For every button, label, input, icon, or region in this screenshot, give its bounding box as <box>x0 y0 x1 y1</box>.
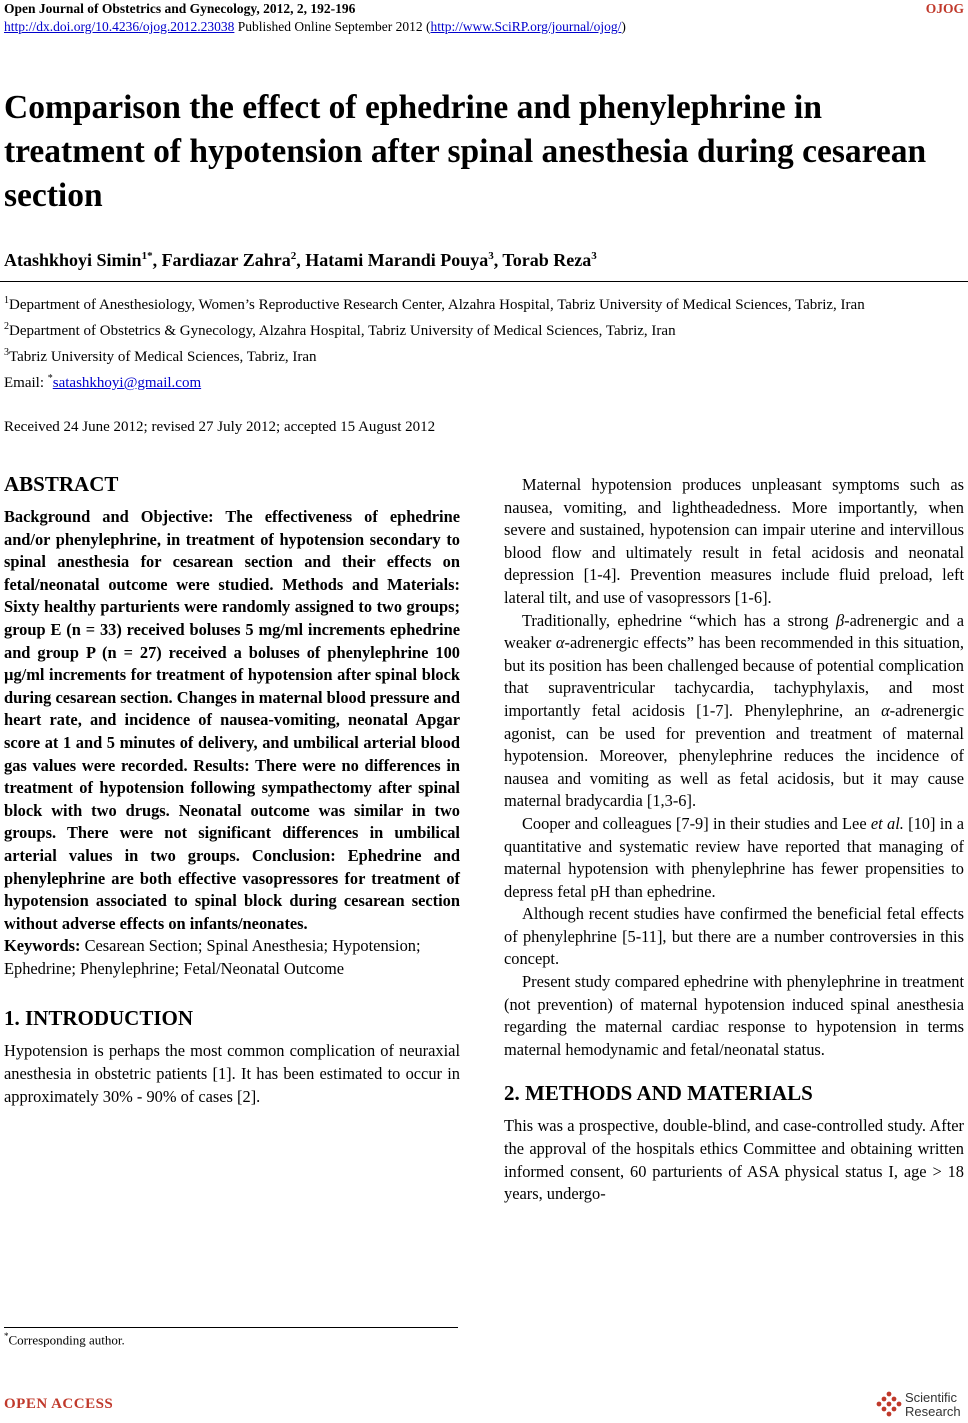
abstract-heading: ABSTRACT <box>4 472 119 496</box>
body-paragraph <box>504 813 964 903</box>
email-mark: * <box>47 373 53 384</box>
header-divider <box>0 281 968 282</box>
open-access-label: OPEN ACCESS <box>4 1396 114 1412</box>
text-run: -adrenergic agonist, can be used for prevention and treatment of maternal hypotension. Moreover, phenylephrine reduces the incidence of nausea and vomiting as well as fetal acidosis, but it may cause maternal bradycardia [1,3-6]. <box>504 700 964 811</box>
footnote-text: Corresponding author. <box>8 1332 125 1348</box>
author-name: , Fardiazar Zahra <box>152 250 291 270</box>
author-list <box>4 250 597 271</box>
affiliation-text: Tabriz University of Medical Sciences, Tabriz, Iran <box>9 349 317 365</box>
author-name: , Hatami Marandi Pouya <box>296 250 489 270</box>
body-paragraph <box>504 610 964 813</box>
left-column <box>4 470 460 1108</box>
journal-link[interactable]: http://www.SciRP.org/journal/ojog/ <box>430 19 622 34</box>
greek-symbol: β <box>835 610 845 630</box>
affiliation-text: Department of Obstetrics & Gynecology, Alzahra Hospital, Tabriz University of Medical Sciences, Tabriz, Iran <box>9 323 676 339</box>
body-paragraph: Although recent studies have confirmed the beneficial fetal effects of phenylephrine [5-11], but there are a number controversies in this concept. <box>504 904 964 969</box>
received-dates: Received 24 June 2012; revised 27 July 2012; accepted 15 August 2012 <box>4 419 436 435</box>
affiliation-1 <box>4 290 964 316</box>
affiliation-number: 3 <box>4 347 9 358</box>
text-run: -adrenergic effects” has been recommended in this situation, but its position has been challenged because of potential complication that supraventricular tachycardia, tachyphylaxis, and most importantly fetal acidosis [1-7]. Phenylephrine, an <box>504 633 965 720</box>
right-column <box>504 474 964 1206</box>
affiliation-text: Department of Anesthesiology, Women’s Reproductive Research Center, Alzahra Hospital, Tabriz University of Medical Sciences, Tabriz, Iran <box>9 297 865 313</box>
greek-symbol: α <box>881 700 890 720</box>
author-affil-mark: 3 <box>591 250 597 262</box>
footnote-divider <box>4 1327 458 1328</box>
published-close: ) <box>621 19 626 34</box>
text-run: Cooper and colleagues [7-9] in their studies and Lee <box>522 813 871 833</box>
paper-title: Comparison the effect of ephedrine and phenylephrine in treatment of hypotension after spinal anesthesia during cesarean section <box>4 89 927 214</box>
et-al: et al. <box>870 813 904 833</box>
body-paragraph: Present study compared ephedrine with phenylephrine in treatment (not prevention) of maternal hypotension induced spinal anesthesia regarding the maternal cardiac response to hypotension in terms maternal hemodynamic and fetal/neonatal status. <box>504 972 964 1059</box>
affiliation-3 <box>4 342 964 368</box>
publisher-name <box>905 1391 961 1419</box>
footnote-mark: * <box>4 1331 9 1341</box>
author-affil-mark: 2 <box>290 250 297 262</box>
keywords <box>4 935 460 980</box>
author-affil-mark: 3 <box>488 250 494 262</box>
footnote <box>4 1331 125 1348</box>
author-name: Atashkhoyi Simin <box>4 250 142 270</box>
publisher-logo-icon <box>876 1391 902 1419</box>
body-paragraph: Maternal hypotension produces unpleasant symptoms such as nausea, vomiting, and lightheadedness. More importantly, when severe and sustained, hypotension can impair uterine and intervillous blood flow and ultimately result in fetal acidosis and neonatal depression [1-4]. Prevention measures include fluid preload, left lateral tilt, and use of vasopressors [1-6]. <box>504 475 964 607</box>
abstract-text: Background and Objective: The effectiveness of ephedrine and/or phenylephrine, in treatment of hypotension secondary to spinal anesthesia for cesarean section and their effects on fetal/neonatal outcome were studied. Methods and Materials: Sixty healthy parturients were randomly assigned to two groups; group E (n = 33) received boluses 5 mg/ml increments ephedrine and group P (n = 27) received a boluses of phenylephrine 100 µg/ml increments for treatment of hypotension after spinal block during cesarean section. Changes in maternal blood pressure and heart rate, and incidence of nausea-vomiting, neonatal Apgar score at 1 and 5 minutes of delivery, and umbilical arterial blood gas values were recorded. Results: There were no differences in treatment of hypotension following sympathectomy after spinal block with two drugs. Neonatal outcome was similar in two groups. There were not significant differences in umbilical arterial values in two groups. Conclusion: Ephedrine and phenylephrine are both effective vasopressores for treatment of hypotension associated to spinal block during cesarean section without adverse effects on infants/neonates. <box>4 507 460 933</box>
text-run: Traditionally, ephedrine “which has a strong <box>522 610 836 630</box>
publisher-logo <box>876 1389 966 1421</box>
journal-citation: Open Journal of Obstetrics and Gynecology, 2012, 2, 192-196 <box>4 1 356 16</box>
affiliation-number: 2 <box>4 321 9 332</box>
keywords-text: Cesarean Section; Spinal Anesthesia; Hypotension; Ephedrine; Phenylephrine; Fetal/Neonatal Outcome <box>4 936 421 978</box>
methods-paragraph: This was a prospective, double-blind, and case-controlled study. After the approval of the hospitals ethics Committee and obtaining written informed consent, 60 parturients of ASA physical status I, age > 18 years, undergo- <box>504 1116 964 1204</box>
text-run: -adrenergic and a weaker <box>504 610 964 653</box>
affiliation-2 <box>4 316 964 342</box>
keywords-label: Keywords: <box>4 936 81 956</box>
affiliations <box>4 290 964 394</box>
email-label: Email: <box>4 375 48 391</box>
author-name: , Torab Reza <box>493 250 592 270</box>
running-header <box>4 0 964 36</box>
greek-symbol: α <box>555 633 565 653</box>
methods-heading: 2. METHODS AND MATERIALS <box>504 1081 813 1106</box>
text-run: [10] in a quantitative and systematic review have reported that managing of maternal hypotension with phenylephrine has fewer propensities to depress fetal pH than ephedrine. <box>504 813 965 901</box>
email-line <box>4 368 964 394</box>
publisher-name-line: Scientific <box>905 1390 958 1405</box>
doi-link[interactable]: http://dx.doi.org/10.4236/ojog.2012.23038 <box>4 19 235 34</box>
introduction-paragraph: Hypotension is perhaps the most common complication of neuraxial anesthesia in obstetric patients [1]. It has been estimated to occur in approximately 30% - 90% of cases [2]. <box>4 1041 460 1106</box>
author-affil-mark: 1* <box>141 250 153 262</box>
journal-abbreviation: OJOG <box>925 1 964 16</box>
introduction-heading: 1. INTRODUCTION <box>4 1006 194 1031</box>
email-link[interactable]: satashkhoyi@gmail.com <box>52 375 202 391</box>
publisher-name-line: Research <box>905 1404 961 1419</box>
affiliation-number: 1 <box>4 295 9 306</box>
published-text: Published Online September 2012 ( <box>234 19 431 34</box>
